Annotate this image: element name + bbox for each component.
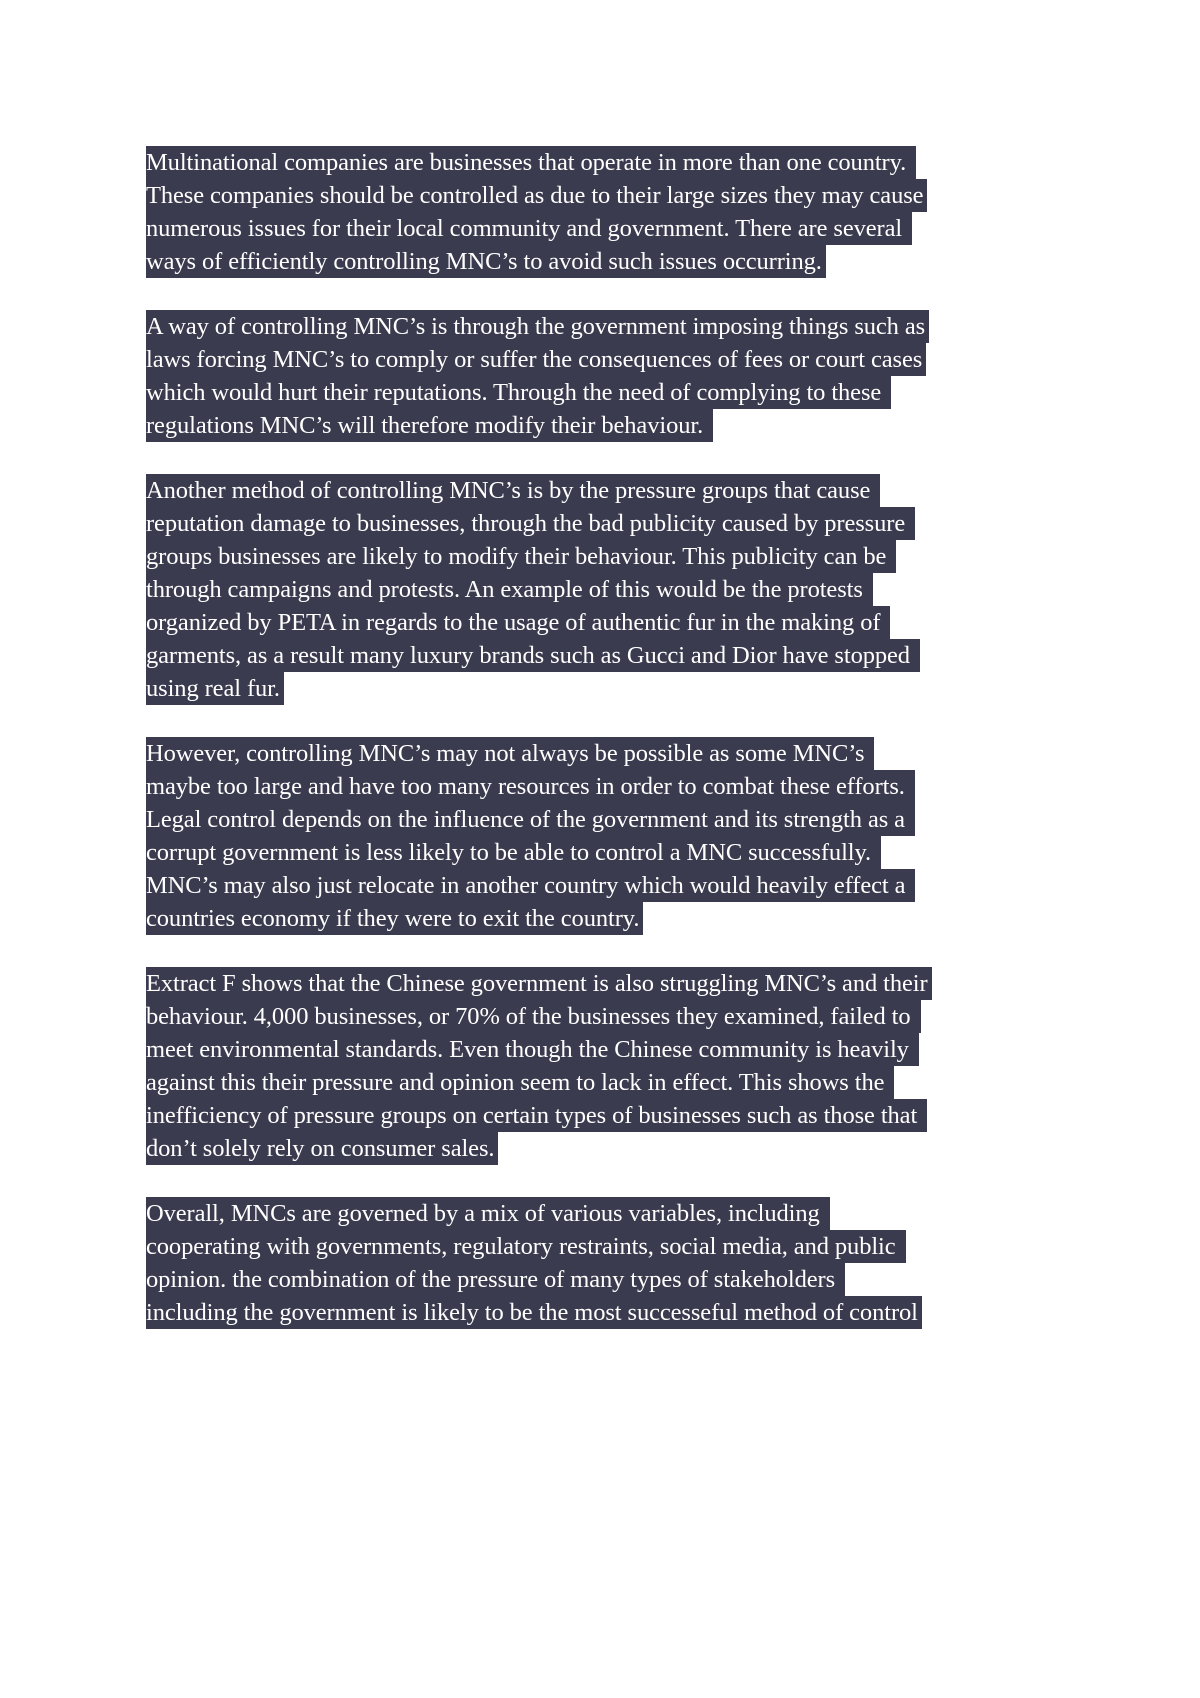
paragraph-line [146,1099,1076,1132]
selected-text[interactable]: numerous issues for their local community and government. There are several [146,212,912,245]
selected-text[interactable]: Overall, MNCs are governed by a mix of various variables, including [146,1197,830,1230]
selected-text[interactable]: including the government is likely to be the most successeful method of control [146,1296,922,1329]
selected-text[interactable]: using real fur. [146,672,284,705]
paragraph-line [146,803,1076,836]
paragraph-line [146,310,1076,343]
selected-text[interactable]: Extract F shows that the Chinese government is also struggling MNC’s and their [146,967,932,1000]
selected-text[interactable]: countries economy if they were to exit the country. [146,902,643,935]
selected-text[interactable]: laws forcing MNC’s to comply or suffer the consequences of fees or court cases [146,343,926,376]
selected-text[interactable]: don’t solely rely on consumer sales. [146,1132,498,1165]
selected-text[interactable]: garments, as a result many luxury brands such as Gucci and Dior have stopped [146,639,920,672]
selected-text[interactable]: meet environmental standards. Even though the Chinese community is heavily [146,1033,919,1066]
paragraph-line [146,967,1076,1000]
paragraph-line [146,1230,1076,1263]
paragraph-line [146,737,1076,770]
selected-text[interactable]: inefficiency of pressure groups on certain types of businesses such as those that [146,1099,927,1132]
paragraph-line [146,179,1076,212]
paragraph-line [146,672,1076,705]
paragraph-line [146,1066,1076,1099]
paragraph-line [146,1296,1076,1329]
selected-text[interactable]: regulations MNC’s will therefore modify their behaviour. [146,409,713,442]
selected-text[interactable]: against this their pressure and opinion seem to lack in effect. This shows the [146,1066,894,1099]
paragraph-line [146,869,1076,902]
selected-text[interactable]: Another method of controlling MNC’s is by the pressure groups that cause [146,474,880,507]
paragraph-line [146,507,1076,540]
selected-text[interactable]: MNC’s may also just relocate in another country which would heavily effect a [146,869,915,902]
paragraph-line [146,902,1076,935]
paragraph-line [146,836,1076,869]
paragraph-line [146,146,1076,179]
paragraph-line [146,245,1076,278]
selected-text[interactable]: organized by PETA in regards to the usage of authentic fur in the making of [146,606,890,639]
paragraph-1 [146,146,1076,278]
paragraph-line [146,212,1076,245]
paragraph-line [146,1000,1076,1033]
paragraph-line [146,606,1076,639]
selected-text[interactable]: opinion. the combination of the pressure of many types of stakeholders [146,1263,845,1296]
selected-text[interactable]: A way of controlling MNC’s is through the government imposing things such as [146,310,929,343]
paragraph-line [146,540,1076,573]
paragraph-6 [146,1197,1076,1329]
selected-text[interactable]: reputation damage to businesses, through the bad publicity caused by pressure [146,507,915,540]
paragraph-line [146,1132,1076,1165]
selected-text[interactable]: cooperating with governments, regulatory restraints, social media, and public [146,1230,906,1263]
paragraph-line [146,1263,1076,1296]
selected-text[interactable]: maybe too large and have too many resources in order to combat these efforts. [146,770,915,803]
selected-text[interactable]: behaviour. 4,000 businesses, or 70% of the businesses they examined, failed to [146,1000,921,1033]
paragraph-line [146,343,1076,376]
paragraph-line [146,474,1076,507]
paragraph-line [146,573,1076,606]
paragraph-line [146,770,1076,803]
selected-text[interactable]: Legal control depends on the influence of the government and its strength as a [146,803,915,836]
paragraph-line [146,409,1076,442]
paragraph-line [146,1033,1076,1066]
paragraph-line [146,639,1076,672]
document-body [146,146,1076,1361]
paragraph-line [146,1197,1076,1230]
paragraph-line [146,376,1076,409]
paragraph-3 [146,474,1076,705]
selected-text[interactable]: These companies should be controlled as due to their large sizes they may cause [146,179,927,212]
selected-text[interactable]: which would hurt their reputations. Through the need of complying to these [146,376,891,409]
selected-text[interactable]: However, controlling MNC’s may not always be possible as some MNC’s [146,737,874,770]
selected-text[interactable]: through campaigns and protests. An example of this would be the protests [146,573,873,606]
paragraph-2 [146,310,1076,442]
selected-text[interactable]: groups businesses are likely to modify their behaviour. This publicity can be [146,540,896,573]
paragraph-4 [146,737,1076,935]
selected-text[interactable]: ways of efficiently controlling MNC’s to avoid such issues occurring. [146,245,826,278]
selected-text[interactable]: corrupt government is less likely to be able to control a MNC successfully. [146,836,881,869]
selected-text[interactable]: Multinational companies are businesses that operate in more than one country. [146,146,916,179]
paragraph-5 [146,967,1076,1165]
